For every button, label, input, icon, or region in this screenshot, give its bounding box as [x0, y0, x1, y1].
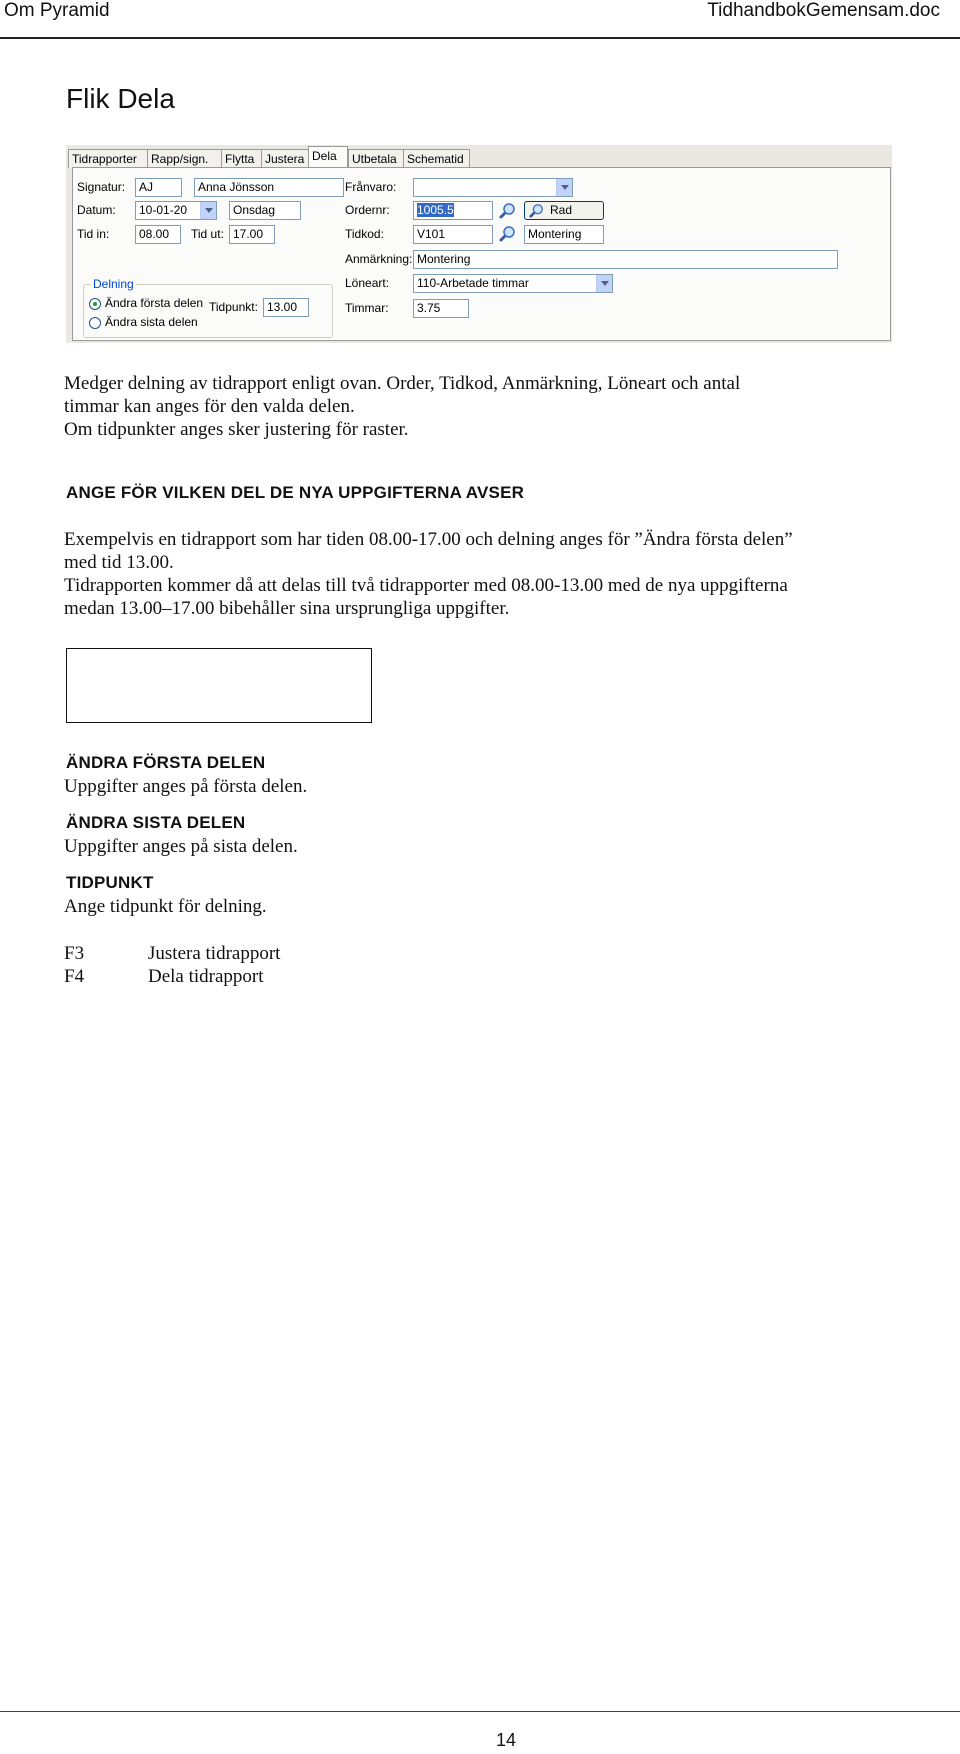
key-f4: F4 — [64, 966, 85, 987]
intro-line: timmar kan anges för den valda delen. — [64, 396, 355, 417]
text-andra-forsta-delen: Uppgifter anges på första delen. — [64, 776, 308, 797]
search-icon[interactable] — [498, 225, 516, 243]
header-left: Om Pyramid — [4, 0, 110, 21]
heading-andra-forsta-delen: ÄNDRA FÖRSTA DELEN — [66, 753, 266, 772]
tid-ut-field[interactable]: 17.00 — [229, 225, 275, 244]
example-line: medan 13.00–17.00 bibehåller sina ursprungliga uppgifter. — [64, 598, 510, 619]
tidkod-description: Montering — [524, 225, 604, 244]
franvaro-label: Frånvaro: — [345, 180, 397, 194]
example-paragraph — [64, 528, 924, 620]
footer-rule — [0, 1711, 960, 1712]
radio-andra-forsta[interactable] — [89, 298, 101, 310]
key-f3-desc: Justera tidrapport — [148, 943, 281, 964]
rad-button[interactable] — [524, 201, 604, 220]
search-icon[interactable] — [498, 202, 516, 220]
radio-andra-sista[interactable] — [89, 317, 101, 329]
tab-schematid[interactable]: Schematid — [403, 149, 470, 168]
franvaro-field[interactable] — [413, 178, 573, 197]
delning-legend: Delning — [93, 277, 134, 291]
intro-paragraph — [64, 372, 924, 441]
tab-dela[interactable]: Dela — [308, 146, 348, 169]
page-title: Flik Dela — [66, 83, 175, 114]
key-f4-desc: Dela tidrapport — [148, 966, 264, 987]
key-f3: F3 — [64, 943, 85, 964]
anmarkning-label: Anmärkning: — [345, 252, 413, 266]
radio-andra-sista-label[interactable]: Ändra sista delen — [105, 315, 198, 329]
header-rule — [0, 37, 960, 39]
tab-flytta[interactable]: Flytta — [221, 149, 262, 168]
text-andra-sista-delen: Uppgifter anges på sista delen. — [64, 836, 298, 857]
tab-rapp-sign[interactable]: Rapp/sign. — [147, 149, 223, 168]
signatur-label: Signatur: — [77, 180, 126, 194]
name-field[interactable]: Anna Jönsson — [194, 178, 344, 197]
datum-field[interactable] — [135, 201, 217, 220]
tidkod-label: Tidkod: — [345, 227, 384, 241]
example-line: Tidrapporten kommer då att delas till två tidrapporter med 08.00-13.00 med de nya uppgifterna — [64, 575, 788, 596]
example-line: Exempelvis en tidrapport som har tiden 08.00-17.00 och delning anges för ”Ändra första delen” — [64, 529, 793, 550]
tid-in-label: Tid in: — [77, 227, 110, 241]
text-tidpunkt: Ange tidpunkt för delning. — [64, 896, 267, 917]
chevron-down-icon[interactable] — [200, 202, 216, 219]
timmar-label: Timmar: — [345, 301, 389, 315]
weekday-field[interactable]: Onsdag — [229, 201, 301, 220]
tidpunkt-field[interactable]: 13.00 — [263, 298, 309, 317]
datum-label: Datum: — [77, 203, 116, 217]
tid-ut-label: Tid ut: — [191, 227, 224, 241]
anmarkning-field[interactable]: Montering — [413, 250, 838, 269]
heading-andra-sista-delen: ÄNDRA SISTA DELEN — [66, 813, 246, 832]
ordernr-label: Ordernr: — [345, 203, 390, 217]
tab-tidrapporter[interactable]: Tidrapporter — [68, 149, 148, 168]
intro-line: Om tidpunkter anges sker justering för raster. — [64, 419, 409, 440]
tab-justera[interactable]: Justera — [261, 149, 311, 168]
dela-panel — [72, 167, 891, 341]
empty-frame — [66, 648, 372, 723]
loneart-field[interactable] — [413, 274, 613, 293]
tidkod-field[interactable]: V101 — [413, 225, 493, 244]
ordernr-value: 1005.5 — [417, 203, 454, 217]
chevron-down-icon[interactable] — [596, 275, 612, 292]
tid-in-field[interactable]: 08.00 — [135, 225, 181, 244]
timmar-field[interactable]: 3.75 — [413, 299, 469, 318]
rad-button-label: Rad — [550, 203, 573, 217]
heading-tidpunkt: TIDPUNKT — [66, 873, 154, 892]
heading-ange-for-vilken-del: ANGE FÖR VILKEN DEL DE NYA UPPGIFTERNA AVSER — [66, 483, 525, 502]
example-line: med tid 13.00. — [64, 552, 174, 573]
header-right: TidhandbokGemensam.doc — [707, 0, 940, 21]
loneart-value: 110-Arbetade timmar — [417, 276, 529, 290]
loneart-label: Löneart: — [345, 276, 390, 290]
dela-dialog-screenshot — [66, 145, 892, 343]
signatur-field[interactable]: AJ — [135, 178, 182, 197]
ordernr-field[interactable] — [413, 201, 493, 220]
search-icon — [528, 203, 544, 219]
chevron-down-icon[interactable] — [556, 179, 572, 196]
radio-andra-forsta-label[interactable]: Ändra första delen — [105, 296, 204, 310]
datum-value: 10-01-20 — [139, 203, 188, 217]
page-number: 14 — [495, 1730, 517, 1750]
tab-utbetala[interactable]: Utbetala — [348, 149, 404, 168]
intro-line: Medger delning av tidrapport enligt ovan. Order, Tidkod, Anmärkning, Löneart och antal — [64, 373, 741, 394]
tidpunkt-label: Tidpunkt: — [209, 300, 258, 314]
